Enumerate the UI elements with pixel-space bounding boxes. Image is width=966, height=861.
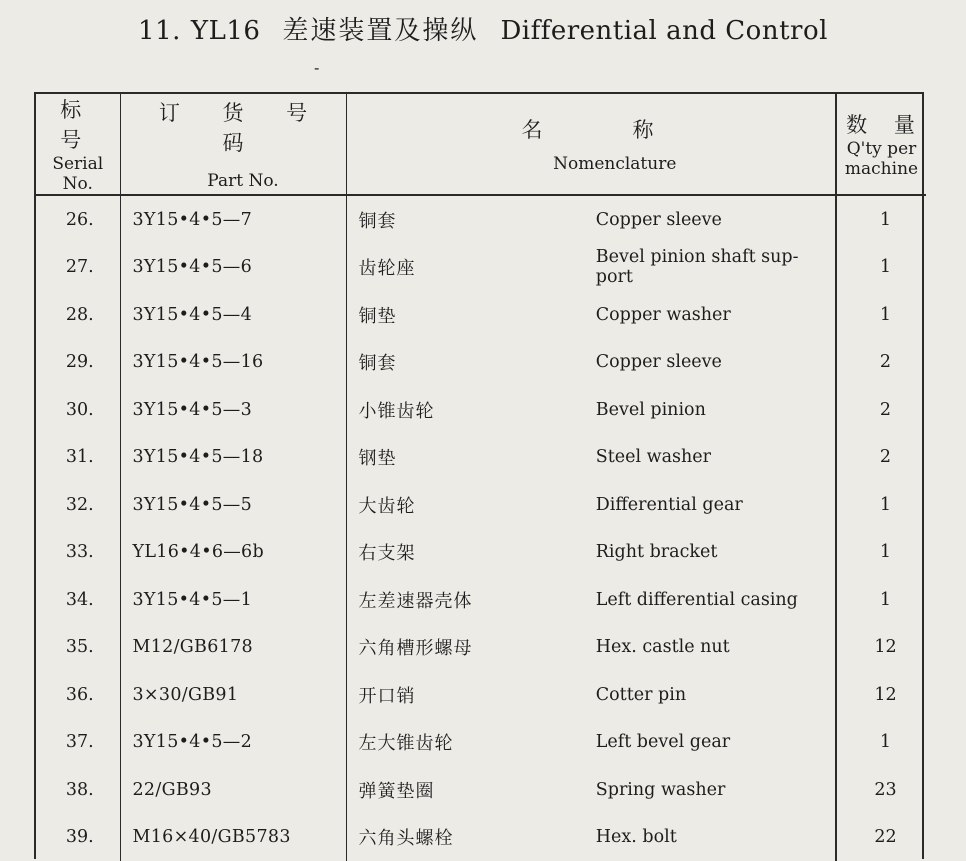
table-row: [36, 339, 926, 387]
table-row: [36, 481, 926, 529]
table-row: [36, 244, 926, 292]
quantity-cell: [836, 195, 926, 244]
header-qty-cn: 数 量: [837, 109, 926, 139]
header-serial-en2: No.: [36, 174, 120, 194]
quantity-cell: [836, 244, 926, 292]
nomenclature-cn: 齿轮座: [347, 254, 596, 280]
nomenclature-cell: [346, 529, 836, 577]
serial-cell: 29.: [36, 339, 120, 387]
nomenclature-en: Copper washer: [596, 305, 835, 325]
table-row: [36, 671, 926, 719]
quantity-cell: [836, 434, 926, 482]
nomenclature-en: Copper sleeve: [596, 352, 835, 372]
nomenclature-cn: 右支架: [347, 539, 596, 565]
quantity-cell: [836, 291, 926, 339]
table-row: [36, 291, 926, 339]
serial-cell: 39.: [36, 814, 120, 861]
quantity-value: 22: [866, 827, 896, 847]
part-no-cell: M16×40/GB5783: [120, 814, 346, 861]
quantity-cell: [836, 339, 926, 387]
quantity-cell: [836, 671, 926, 719]
nomenclature-cn: 六角槽形螺母: [347, 634, 596, 660]
header-part-no: [120, 94, 346, 195]
nomenclature-cn: 铜垫: [347, 302, 596, 328]
parts-table: [34, 92, 924, 859]
page-title: [0, 10, 966, 47]
header-nom-en: Nomenclature: [347, 154, 836, 174]
nomenclature-cell: [346, 671, 836, 719]
quantity-value: 1: [872, 495, 891, 515]
nomenclature-en: Spring washer: [596, 780, 835, 800]
part-no-cell: 3Y15•4•5—18: [120, 434, 346, 482]
header-nom-cn2: 称: [633, 114, 666, 144]
table-row: [36, 434, 926, 482]
title-chinese: 差速装置及操纵: [282, 16, 478, 46]
serial-cell: 36.: [36, 671, 120, 719]
quantity-value: 23: [866, 780, 896, 800]
table-row: [36, 195, 926, 244]
quantity-value: 12: [866, 685, 896, 705]
part-no-cell: 3Y15•4•5—1: [120, 576, 346, 624]
part-no-cell: YL16•4•6—6b: [120, 529, 346, 577]
part-no-cell: 3Y15•4•5—3: [120, 386, 346, 434]
nomenclature-cell: [346, 719, 836, 767]
quantity-value: 2: [872, 400, 891, 420]
quantity-cell: [836, 481, 926, 529]
quantity-cell: [836, 719, 926, 767]
title-english: Differential and Control: [500, 16, 828, 46]
nomenclature-cell: [346, 195, 836, 244]
serial-cell: 27.: [36, 244, 120, 292]
part-no-cell: 3Y15•4•5—16: [120, 339, 346, 387]
nomenclature-cn: 钢垫: [347, 444, 596, 470]
quantity-value: 1: [872, 732, 891, 752]
nomenclature-cell: [346, 481, 836, 529]
nomenclature-en: Steel washer: [596, 447, 835, 467]
nomenclature-en: Hex. bolt: [596, 827, 835, 847]
nomenclature-cell: [346, 576, 836, 624]
quantity-value: 1: [872, 542, 891, 562]
header-serial-cn: 标 号: [36, 94, 120, 154]
quantity-cell: [836, 814, 926, 861]
quantity-cell: [836, 576, 926, 624]
serial-cell: 30.: [36, 386, 120, 434]
serial-cell: 32.: [36, 481, 120, 529]
table-header-row: [36, 94, 926, 195]
quantity-value: 1: [872, 305, 891, 325]
part-no-cell: 22/GB93: [120, 766, 346, 814]
quantity-cell: [836, 766, 926, 814]
nomenclature-cell: [346, 291, 836, 339]
header-part-en: Part No.: [121, 171, 346, 191]
nomenclature-cell: [346, 386, 836, 434]
table-row: [36, 576, 926, 624]
quantity-value: 1: [872, 590, 891, 610]
serial-cell: 26.: [36, 195, 120, 244]
serial-cell: 33.: [36, 529, 120, 577]
header-nom-cn1: 名: [522, 114, 555, 144]
quantity-value: 2: [872, 447, 891, 467]
nomenclature-cn: 开口销: [347, 682, 596, 708]
header-qty-en2: machine: [837, 159, 926, 179]
quantity-value: 1: [872, 257, 891, 277]
serial-cell: 37.: [36, 719, 120, 767]
nomenclature-en: Cotter pin: [596, 685, 835, 705]
header-part-cn: 订 货 号 码: [121, 97, 346, 157]
nomenclature-en: Hex. castle nut: [596, 637, 835, 657]
nomenclature-cell: [346, 244, 836, 292]
nomenclature-en: Bevel pinion: [596, 400, 835, 420]
model-name: YL16: [191, 16, 261, 46]
nomenclature-cell: [346, 814, 836, 861]
nomenclature-cn: 铜套: [347, 207, 596, 233]
nomenclature-en: Differential gear: [596, 495, 835, 515]
quantity-value: 12: [866, 637, 896, 657]
nomenclature-cell: [346, 339, 836, 387]
serial-cell: 28.: [36, 291, 120, 339]
quantity-cell: [836, 624, 926, 672]
header-serial-en1: Serial: [36, 154, 120, 174]
nomenclature-cn: 大齿轮: [347, 492, 596, 518]
nomenclature-en: Copper sleeve: [596, 210, 835, 230]
table-row: [36, 766, 926, 814]
nomenclature-cn: 左差速器壳体: [347, 587, 596, 613]
part-no-cell: 3Y15•4•5—5: [120, 481, 346, 529]
nomenclature-cn: 六角头螺栓: [347, 824, 596, 850]
nomenclature-en: Left differential casing: [596, 590, 835, 610]
quantity-cell: [836, 386, 926, 434]
quantity-cell: [836, 529, 926, 577]
nomenclature-cn: 小锥齿轮: [347, 397, 596, 423]
serial-cell: 38.: [36, 766, 120, 814]
serial-cell: 35.: [36, 624, 120, 672]
nomenclature-en: Bevel pinion shaft sup-port: [596, 247, 835, 287]
nomenclature-en: Left bevel gear: [596, 732, 835, 752]
nomenclature-cn: 左大锥齿轮: [347, 729, 596, 755]
part-no-cell: 3Y15•4•5—7: [120, 195, 346, 244]
nomenclature-cn: 铜套: [347, 349, 596, 375]
serial-cell: 31.: [36, 434, 120, 482]
table-row: [36, 386, 926, 434]
table-row: [36, 624, 926, 672]
header-qty-en1: Q'ty per: [837, 139, 926, 159]
nomenclature-cell: [346, 624, 836, 672]
table-row: [36, 529, 926, 577]
section-number: 11.: [138, 16, 181, 46]
quantity-value: 2: [872, 352, 891, 372]
quantity-value: 1: [872, 210, 891, 230]
nomenclature-en: Right bracket: [596, 542, 835, 562]
part-no-cell: M12/GB6178: [120, 624, 346, 672]
header-nomenclature: [346, 94, 836, 195]
nomenclature-cn: 弹簧垫圈: [347, 777, 596, 803]
part-no-cell: 3Y15•4•5—6: [120, 244, 346, 292]
header-serial: [36, 94, 120, 195]
table-row: [36, 814, 926, 861]
header-quantity: [836, 94, 926, 195]
part-no-cell: 3×30/GB91: [120, 671, 346, 719]
serial-cell: 34.: [36, 576, 120, 624]
part-no-cell: 3Y15•4•5—2: [120, 719, 346, 767]
table-row: [36, 719, 926, 767]
nomenclature-cell: [346, 766, 836, 814]
nomenclature-cell: [346, 434, 836, 482]
dash-mark: -: [314, 58, 319, 77]
part-no-cell: 3Y15•4•5—4: [120, 291, 346, 339]
